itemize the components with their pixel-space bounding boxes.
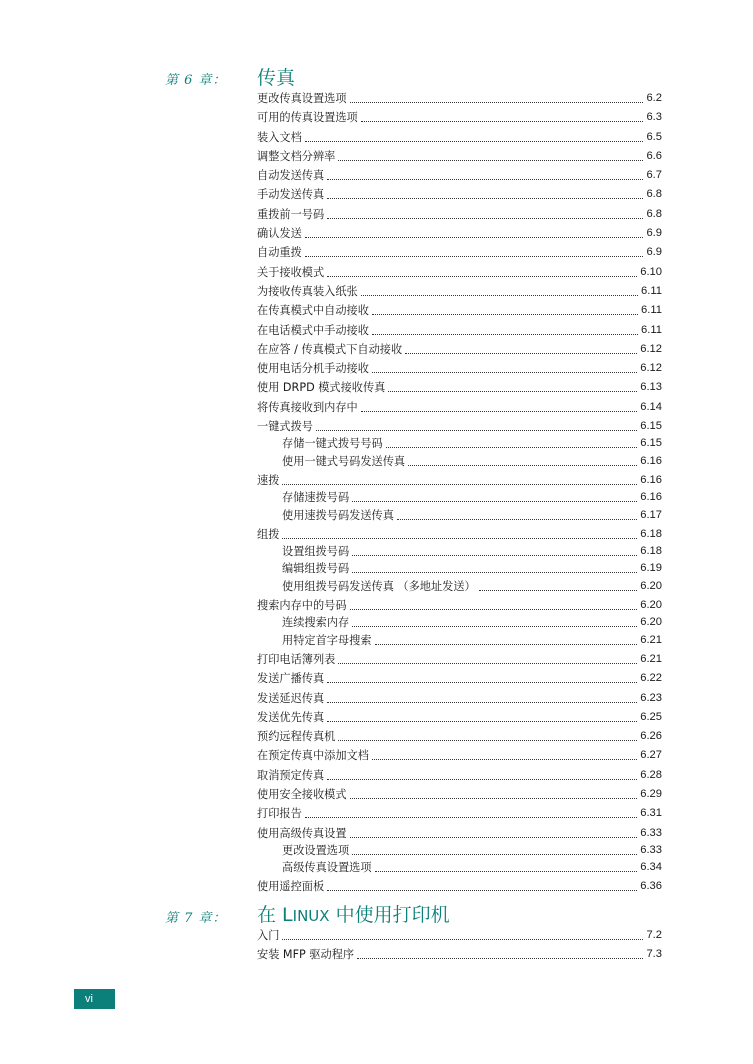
toc-entry-page: 6.23: [640, 691, 662, 704]
toc-entry-page: 6.14: [640, 400, 662, 413]
toc-entry-page: 6.26: [640, 730, 662, 743]
dot-leader: [397, 508, 637, 520]
toc-entry[interactable]: [257, 710, 662, 724]
dot-leader: [375, 860, 638, 872]
toc-entry-title: 搜索内存中的号码: [257, 599, 347, 613]
toc-entry-title: 预约远程传真机: [257, 730, 336, 744]
toc-entry[interactable]: [257, 729, 662, 743]
dot-leader: [405, 342, 637, 354]
toc-entry[interactable]: [257, 226, 662, 240]
toc-entry-title: 在电话模式中手动接收: [257, 323, 369, 337]
toc-entry-title: 用特定首字母搜索: [282, 633, 372, 647]
toc-entry-page: 7.3: [646, 948, 662, 961]
dot-leader: [361, 400, 638, 412]
toc-entry-title: 为接收传真装入纸张: [257, 284, 358, 298]
toc-subentry[interactable]: [257, 843, 662, 857]
toc-entry-page: 6.2: [646, 92, 662, 104]
toc-entry-page: 6.22: [640, 672, 662, 685]
toc-entry-title: 一键式拨号: [257, 420, 313, 434]
dot-leader: [352, 561, 637, 573]
dot-leader: [327, 768, 637, 780]
toc-entry-page: 6.20: [640, 599, 662, 612]
dot-leader: [338, 729, 637, 741]
toc-entry-page: 6.5: [646, 130, 662, 143]
toc-entry-title: 高级传真设置选项: [282, 861, 372, 875]
toc-entry-title: 编辑组拨号码: [282, 562, 350, 576]
toc-entry[interactable]: [257, 361, 662, 375]
dot-leader: [327, 207, 643, 219]
toc-entry[interactable]: [257, 342, 662, 356]
toc-entry[interactable]: [257, 652, 662, 666]
toc-entry-page: 6.7: [646, 169, 662, 182]
dot-leader: [479, 579, 637, 591]
toc-entry-page: 6.11: [641, 304, 662, 317]
toc-entry[interactable]: [257, 787, 662, 801]
dot-leader: [372, 323, 638, 335]
dot-leader: [327, 187, 643, 199]
toc-entry-title: 装入文档: [257, 130, 302, 144]
toc-entry-page: 6.16: [640, 473, 662, 486]
toc-entry-title: 在传真模式中自动接收: [257, 304, 369, 318]
toc-entry-title: 使用安全接收模式: [257, 787, 347, 801]
toc-entry-title: 将传真接收到内存中: [257, 400, 358, 414]
dot-leader: [375, 633, 638, 645]
dot-leader: [327, 168, 643, 180]
dot-leader: [305, 130, 644, 142]
toc-entry-title: 连续搜索内存: [282, 616, 350, 630]
toc-entry[interactable]: [257, 130, 662, 144]
toc-entry-title: 调整文档分辨率: [257, 149, 336, 163]
dot-leader: [350, 826, 638, 838]
toc-entry[interactable]: [257, 168, 662, 182]
toc-entry[interactable]: [257, 879, 662, 893]
dot-leader: [361, 110, 644, 122]
dot-leader: [327, 691, 637, 703]
toc-subentry[interactable]: [257, 454, 662, 468]
toc-entry[interactable]: [257, 303, 662, 317]
dot-leader: [386, 436, 638, 448]
toc-entry-title: 存储一键式拨号号码: [282, 437, 383, 451]
chapter-7-label: 第 7 章：: [165, 911, 227, 926]
toc-entry-title: 手动发送传真: [257, 188, 325, 202]
toc-entry-page: 6.21: [640, 633, 662, 646]
toc-entry[interactable]: [257, 265, 662, 279]
toc-entry-page: 6.8: [646, 207, 662, 220]
toc-entry-title: 在应答 / 传真模式下自动接收: [257, 342, 403, 356]
dot-leader: [350, 91, 644, 103]
toc-entry-title: 安装 MFP 驱动程序: [257, 948, 355, 962]
toc-entry-page: 6.15: [640, 437, 662, 450]
toc-entry-page: 6.36: [640, 880, 662, 893]
toc-subentry[interactable]: [257, 490, 662, 504]
dot-leader: [372, 303, 638, 315]
toc-entry-page: 6.33: [640, 826, 662, 839]
toc-entry[interactable]: [257, 207, 662, 221]
toc-entry-page: 6.11: [641, 323, 662, 336]
chapter-7-toc: [257, 928, 662, 961]
toc-entry-title: 速拨: [257, 473, 280, 487]
toc-entry-title: 使用高级传真设置: [257, 826, 347, 840]
toc-entry[interactable]: [257, 110, 662, 124]
toc-entry[interactable]: [257, 806, 662, 820]
toc-entry[interactable]: [257, 149, 662, 163]
toc-entry-title: 入门: [257, 929, 280, 942]
toc-entry-page: 6.28: [640, 768, 662, 781]
dot-leader: [282, 928, 643, 940]
toc-entry-title: 使用一键式号码发送传真: [282, 454, 406, 468]
toc-entry-page: 7.2: [646, 929, 662, 941]
toc-entry-page: 6.12: [640, 362, 662, 375]
chapter-6-label: 第 6 章：: [165, 73, 227, 88]
toc-entry-title: 使用 DRPD 模式接收传真: [257, 381, 386, 395]
toc-entry-page: 6.9: [646, 246, 662, 259]
dot-leader: [372, 748, 637, 760]
toc-entry-title: 打印电话簿列表: [257, 652, 336, 666]
dot-leader: [282, 527, 637, 539]
dot-leader: [316, 419, 637, 431]
toc-entry-page: 6.11: [641, 284, 662, 297]
dot-leader: [350, 787, 638, 799]
toc-subentry[interactable]: [257, 579, 662, 593]
dot-leader: [352, 843, 637, 855]
chapter-7-title-suffix: 中使用打印机: [329, 904, 450, 926]
toc-entry-title: 发送延迟传真: [257, 691, 325, 705]
chapter-7-title-prefix: 在 L: [257, 904, 293, 926]
page-number-badge: vi: [74, 989, 115, 1009]
dot-leader: [357, 947, 643, 959]
dot-leader: [327, 265, 637, 277]
toc-entry-title: 更改传真设置选项: [257, 92, 347, 105]
toc-entry-title: 发送优先传真: [257, 710, 325, 724]
toc-entry[interactable]: [257, 947, 662, 961]
toc-entry-page: 6.33: [640, 843, 662, 856]
dot-leader: [408, 454, 637, 466]
toc-entry-page: 6.31: [640, 807, 662, 820]
toc-entry[interactable]: [257, 598, 662, 612]
toc-subentry[interactable]: [257, 544, 662, 558]
dot-leader: [327, 671, 637, 683]
toc-entry[interactable]: [257, 691, 662, 705]
toc-entry[interactable]: [257, 323, 662, 337]
toc-entry-page: 6.12: [640, 342, 662, 355]
toc-entry-title: 可用的传真设置选项: [257, 111, 358, 125]
toc-entry-title: 确认发送: [257, 227, 302, 241]
toc-subentry[interactable]: [257, 561, 662, 575]
toc-subentry[interactable]: [257, 436, 662, 450]
toc-entry[interactable]: [257, 400, 662, 414]
toc-entry[interactable]: [257, 527, 662, 541]
toc-entry-title: 重拨前一号码: [257, 207, 325, 221]
toc-entry-page: 6.3: [646, 111, 662, 124]
toc-entry-page: 6.25: [640, 710, 662, 723]
toc-entry-page: 6.19: [640, 562, 662, 575]
toc-subentry[interactable]: [257, 860, 662, 874]
chapter-7-title: [257, 900, 450, 927]
toc-entry[interactable]: [257, 380, 662, 394]
toc-entry[interactable]: [257, 928, 662, 942]
toc-entry-title: 使用组拨号码发送传真 （多地址发送）: [282, 579, 476, 593]
dot-leader: [352, 544, 637, 556]
dot-leader: [305, 226, 644, 238]
toc-subentry[interactable]: [257, 508, 662, 522]
toc-entry-title: 发送广播传真: [257, 672, 325, 686]
toc-entry-title: 设置组拨号码: [282, 545, 350, 559]
toc-entry-title: 存储速拨号码: [282, 491, 350, 505]
toc-entry-page: 6.16: [640, 491, 662, 504]
dot-leader: [361, 284, 638, 296]
toc-entry-title: 自动重拨: [257, 246, 302, 260]
toc-entry[interactable]: [257, 768, 662, 782]
toc-entry-page: 6.15: [640, 420, 662, 433]
toc-entry-page: 6.21: [640, 652, 662, 665]
toc-entry-page: 6.10: [640, 265, 662, 278]
toc-entry[interactable]: [257, 671, 662, 685]
dot-leader: [352, 615, 637, 627]
toc-entry[interactable]: [257, 826, 662, 840]
toc-entry-title: 打印报告: [257, 807, 302, 821]
toc-entry[interactable]: [257, 187, 662, 201]
dot-leader: [327, 879, 637, 891]
toc-entry[interactable]: [257, 91, 662, 105]
dot-leader: [372, 361, 637, 373]
toc-entry-title: 自动发送传真: [257, 169, 325, 183]
toc-entry-page: 6.8: [646, 188, 662, 201]
dot-leader: [282, 473, 637, 485]
toc-entry-title: 组拨: [257, 527, 280, 541]
toc-entry-page: 6.6: [646, 149, 662, 162]
toc-entry-page: 6.18: [640, 527, 662, 540]
dot-leader: [305, 245, 644, 257]
toc-entry-page: 6.18: [640, 545, 662, 558]
toc-entry-title: 使用遥控面板: [257, 880, 325, 894]
chapter-6-title: 传真: [257, 67, 296, 89]
toc-entry-title: 使用电话分机手动接收: [257, 362, 369, 376]
toc-entry-page: 6.27: [640, 749, 662, 762]
dot-leader: [350, 598, 638, 610]
toc-entry[interactable]: [257, 284, 662, 298]
toc-entry-title: 在预定传真中添加文档: [257, 749, 369, 763]
dot-leader: [388, 380, 637, 392]
toc-entry-title: 取消预定传真: [257, 768, 325, 782]
toc-entry-title: 关于接收模式: [257, 265, 325, 279]
dot-leader: [305, 806, 637, 818]
dot-leader: [338, 652, 637, 664]
dot-leader: [327, 710, 637, 722]
toc-entry-page: 6.13: [640, 381, 662, 394]
toc-entry-page: 6.20: [640, 616, 662, 629]
toc-entry-page: 6.17: [640, 508, 662, 521]
toc-entry[interactable]: [257, 245, 662, 259]
toc-entry-page: 6.29: [640, 787, 662, 800]
chapter-6-toc: [257, 91, 662, 893]
chapter-7-title-smallcaps: INUX: [292, 907, 330, 925]
toc-entry-page: 6.20: [640, 579, 662, 592]
toc-subentry[interactable]: [257, 615, 662, 629]
toc-entry[interactable]: [257, 419, 662, 433]
dot-leader: [352, 490, 637, 502]
dot-leader: [338, 149, 643, 161]
toc-entry[interactable]: [257, 473, 662, 487]
toc-entry-title: 使用速拨号码发送传真: [282, 508, 394, 522]
toc-entry-page: 6.16: [640, 454, 662, 467]
toc-entry-page: 6.9: [646, 227, 662, 240]
toc-entry-page: 6.34: [640, 861, 662, 874]
toc-subentry[interactable]: [257, 633, 662, 647]
toc-entry-title: 更改设置选项: [282, 843, 350, 857]
toc-entry[interactable]: [257, 748, 662, 762]
